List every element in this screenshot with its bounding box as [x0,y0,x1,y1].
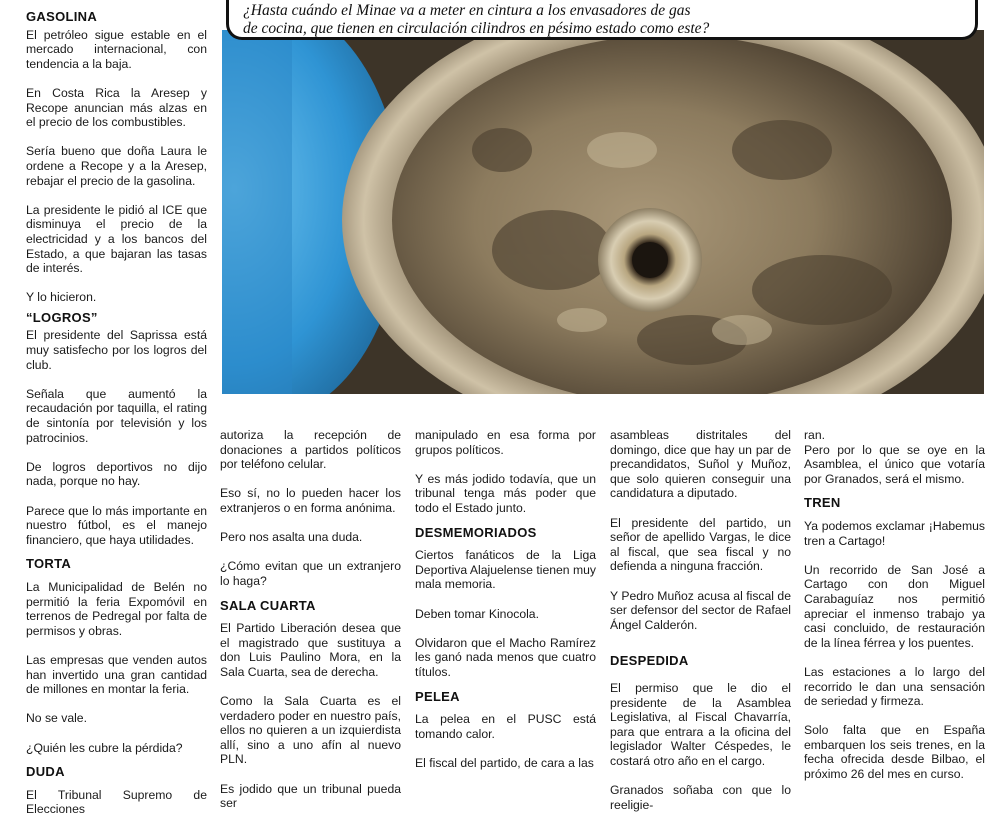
paragraph: La Municipalidad de Belén no permitió la feria Expomóvil en terrenos de Pedregal por falta de permisos y obras. [26,579,207,638]
column-3 [415,428,596,785]
paragraph: Y Pedro Muñoz acusa al fiscal de ser defensor del sector de Rafael Ángel Calderón. [610,588,791,632]
paragraph: La presidente le pidió al ICE que disminuya el precio de la electricidad y a los bancos del Estado, a que bajaran las tasas de interés. [26,202,207,276]
heading-duda: DUDA [26,764,65,780]
paragraph: Y es más jodido todavía, que un tribunal tenga más poder que todo el Estado junto. [415,471,596,515]
column-5 [804,428,985,796]
paragraph: manipulado en esa forma por grupos políticos. [415,428,596,457]
paragraph: El presidente del partido, un señor de apellido Vargas, le dice al fiscal, que sea fiscal y no defienda a ninguna fracción. [610,515,791,574]
paragraph: El petróleo sigue estable en el mercado internacional, con tendencia a la baja. [26,27,207,71]
paragraph: Olvidaron que el Macho Ramírez les ganó nada menos que cuatro títulos. [415,635,596,679]
paragraph: En Costa Rica la Aresep y Recope anuncian más alzas en el precio de los combustibles. [26,85,207,130]
paragraph: Solo falta que en España embarquen los seis trenes, en la fecha ofrecida desde Bilbao, el próximo 26 del mes en curso. [804,723,985,782]
paragraph: asambleas distritales del domingo, dice que hay un par de precandidatos, Suñol y Muñoz, que solo quieren conseguir una candidatura a diputado. [610,428,791,501]
paragraph: El Partido Liberación desea que el magistrado que sustituya a don Luis Paulino Mora, en la Sala Cuarta, sea de derecha. [220,621,401,679]
paragraph: Ciertos fanáticos de la Liga Deportiva Alajuelense tienen muy mala memoria. [415,548,596,592]
heading-sala-cuarta: SALA CUARTA [220,597,316,613]
paragraph: Pero nos asalta una duda. [220,530,363,545]
photo-caption [226,0,978,40]
paragraph: Granados soñaba con que lo reeligie- [610,783,791,812]
paragraph: El fiscal del partido, de cara a las [415,755,594,770]
paragraph: ¿Cómo evitan que un extranjero lo haga? [220,559,401,588]
caption-line-2: de cocina, que tienen en circulación cilindros en pésimo estado como este? [243,20,710,37]
heading-pelea: PELEA [415,688,460,704]
heading-torta: TORTA [26,556,72,572]
paragraph: autoriza la recepción de donaciones a partidos políticos por teléfono celular. [220,428,401,472]
paragraph: No se vale. [26,711,87,726]
paragraph: El Tribunal Supremo de Elecciones [26,787,207,817]
paragraph: ¿Quién les cubre la pérdida? [26,740,183,755]
heading-logros: “LOGROS” [26,309,98,325]
paragraph: ran. [804,428,826,442]
heading-gasolina: GASOLINA [26,9,98,24]
paragraph: La pelea en el PUSC está tomando calor. [415,712,596,741]
column-1 [26,10,207,831]
column-2 [220,428,401,825]
paragraph: El presidente del Saprissa está muy satisfecho por los logros del club. [26,328,207,372]
column-4 [610,428,791,827]
paragraph: Como la Sala Cuarta es el verdadero poder en nuestro país, ellos no quieren a un izquierdista allí, sino a uno afín al nuevo PLN. [220,694,401,767]
paragraph: Las estaciones a lo largo del recorrido le dan una sensación de seriedad y firmeza. [804,664,985,709]
paragraph: Y lo hicieron. [26,290,97,305]
paragraph: Parece que lo más importante en nuestro fútbol, es el manejo financiero, que haya utilidades. [26,503,207,547]
paragraph: Pero por lo que se oye en la Asamblea, el único que votaría por Granados, será el mismo. [804,442,985,486]
paragraph: Un recorrido de San José a Cartago con don Miguel Carabaguíaz nos permitió apreciar el inmenso trabajo ya casi concluido, de restauración de la línea férrea y los puentes. [804,562,985,650]
paragraph: Ya podemos exclamar ¡Habemus tren a Cartago! [804,518,985,548]
paragraph: Señala que aumentó la recaudación por taquilla, el rating de sintonía por televisión y los patrocinios. [26,386,207,445]
paragraph: De logros deportivos no dijo nada, porque no hay. [26,459,207,489]
paragraph: Eso sí, no lo pueden hacer los extranjeros o en forma anónima. [220,486,401,515]
paragraph: Deben tomar Kinocola. [415,606,539,621]
gas-cylinder-photo [222,30,984,394]
heading-tren: TREN [804,495,841,511]
heading-desmemoriados: DESMEMORIADOS [415,524,537,540]
photo-illustration [222,30,984,394]
heading-despedida: DESPEDIDA [610,653,689,669]
paragraph: Es jodido que un tribunal pueda ser [220,781,401,811]
paragraph: Sería bueno que doña Laura le ordene a Recope y a la Aresep, rebajar el precio de la gasolina. [26,144,207,188]
paragraph: Las empresas que venden autos han invertido una gran cantidad de millones en montar la feria. [26,652,207,697]
caption-line-1: ¿Hasta cuándo el Minae va a meter en cintura a los envasadores de gas [243,2,691,19]
paragraph: El permiso que le dio el presidente de la Asamblea Legislativa, al Fiscal Chavarría, para que entrara a la oficina del legislador Walter Céspedes, le costará otro año en el cargo. [610,680,791,768]
